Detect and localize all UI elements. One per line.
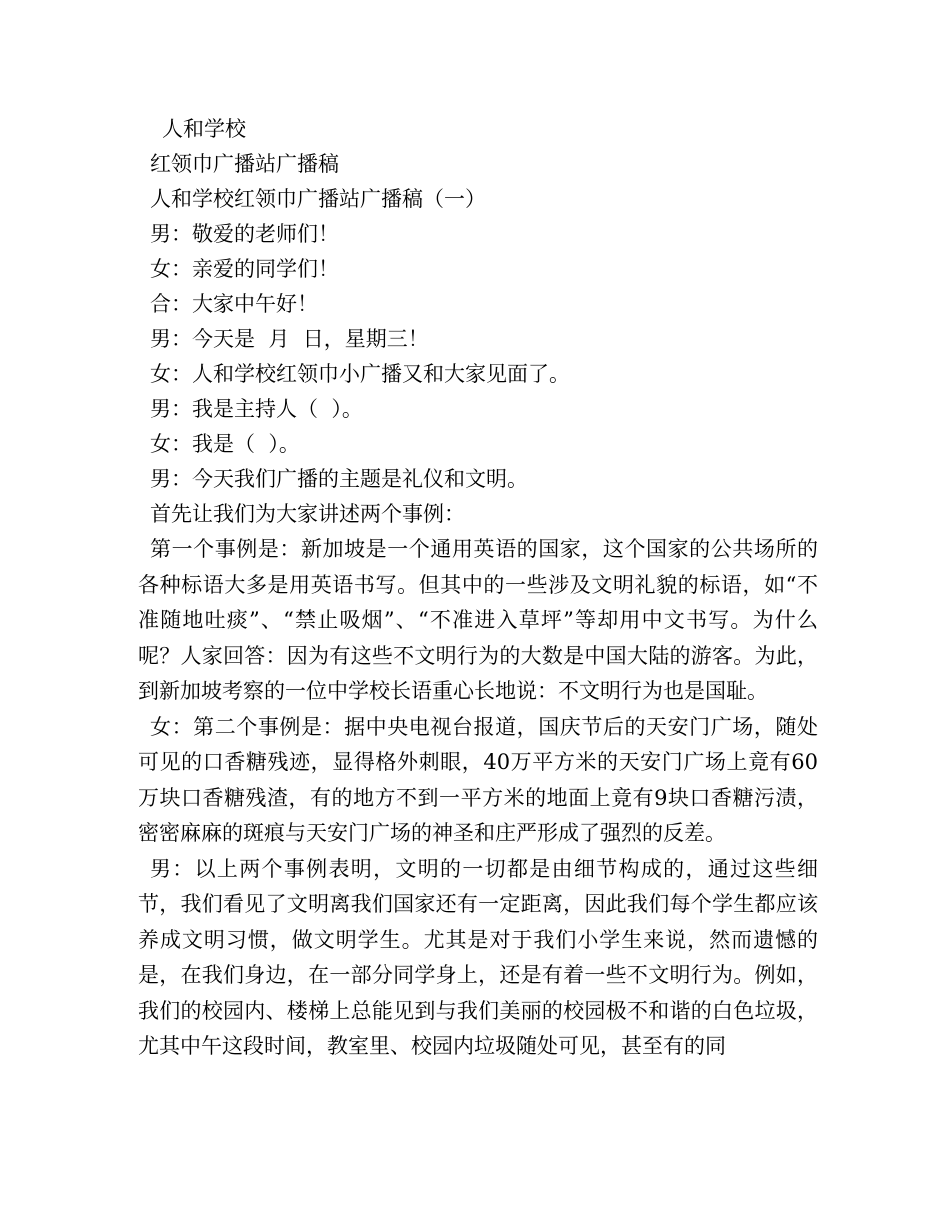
dialogue-line: 男：今天我们广播的主题是礼仪和文明。: [150, 467, 528, 491]
episode-title: 人和学校红领巾广播站广播稿（一）: [150, 187, 486, 211]
dialogue-line: 女：我是（ ）。: [150, 432, 300, 456]
paragraph-conclusion: 男：以上两个事例表明，文明的一切都是由细节构成的，通过这些细节，我们看见了文明离我们国家还有一定距离，因此我们每个学生都应该养成文明习惯，做文明学生。尤其是对于我们小学生来说，然而遗憾的是，在我们身边，在一部分同学身上，还是有着一些不文明行为。例如，我们的校园内、楼梯上总能见到与我们美丽的校园极不和谐的白色垃圾，尤其中午这段时间，教室里、校园内垃圾随处可见，甚至有的同: [138, 856, 818, 1058]
document-heading: 红领巾广播站广播稿: [150, 152, 339, 176]
dialogue-line: 男：今天是 月 日，星期三！: [150, 327, 429, 351]
dialogue-line: 首先让我们为大家讲述两个事例：: [150, 502, 465, 526]
paragraph-second-example: 女：第二个事例是：据中央电视台报道，国庆节后的天安门广场，随处可见的口香糖残迹，显得格外刺眼，40万平方米的天安门广场上竟有60万块口香糖残渣，有的地方不到一平方米的地面上竟有9块口香糖污渍，密密麻麻的斑痕与天安门广场的神圣和庄严形成了强烈的反差。: [138, 714, 818, 845]
dialogue-line: 男：我是主持人（ ）。: [150, 397, 363, 421]
paragraph-first-example: 第一个事例是：新加坡是一个通用英语的国家，这个国家的公共场所的各种标语大多是用英语书写。但其中的一些涉及文明礼貌的标语，如“不准随地吐痰”、“禁止吸烟”、“不准进入草坪”等却用中文书写。为什么呢？人家回答：因为有这些不文明行为的大数是中国大陆的游客。为此，到新加坡考察的一位中学校长语重心长地说：不文明行为也是国耻。: [138, 537, 818, 703]
document-body: [138, 112, 818, 1065]
dialogue-line: 合：大家中午好！: [150, 292, 318, 316]
dialogue-line: 女：人和学校红领巾小广播又和大家见面了。: [150, 362, 570, 386]
dialogue-line: 女：亲爱的同学们！: [150, 257, 339, 281]
dialogue-line: 男：敬爱的老师们！: [150, 222, 339, 246]
school-name: 人和学校: [162, 117, 246, 141]
